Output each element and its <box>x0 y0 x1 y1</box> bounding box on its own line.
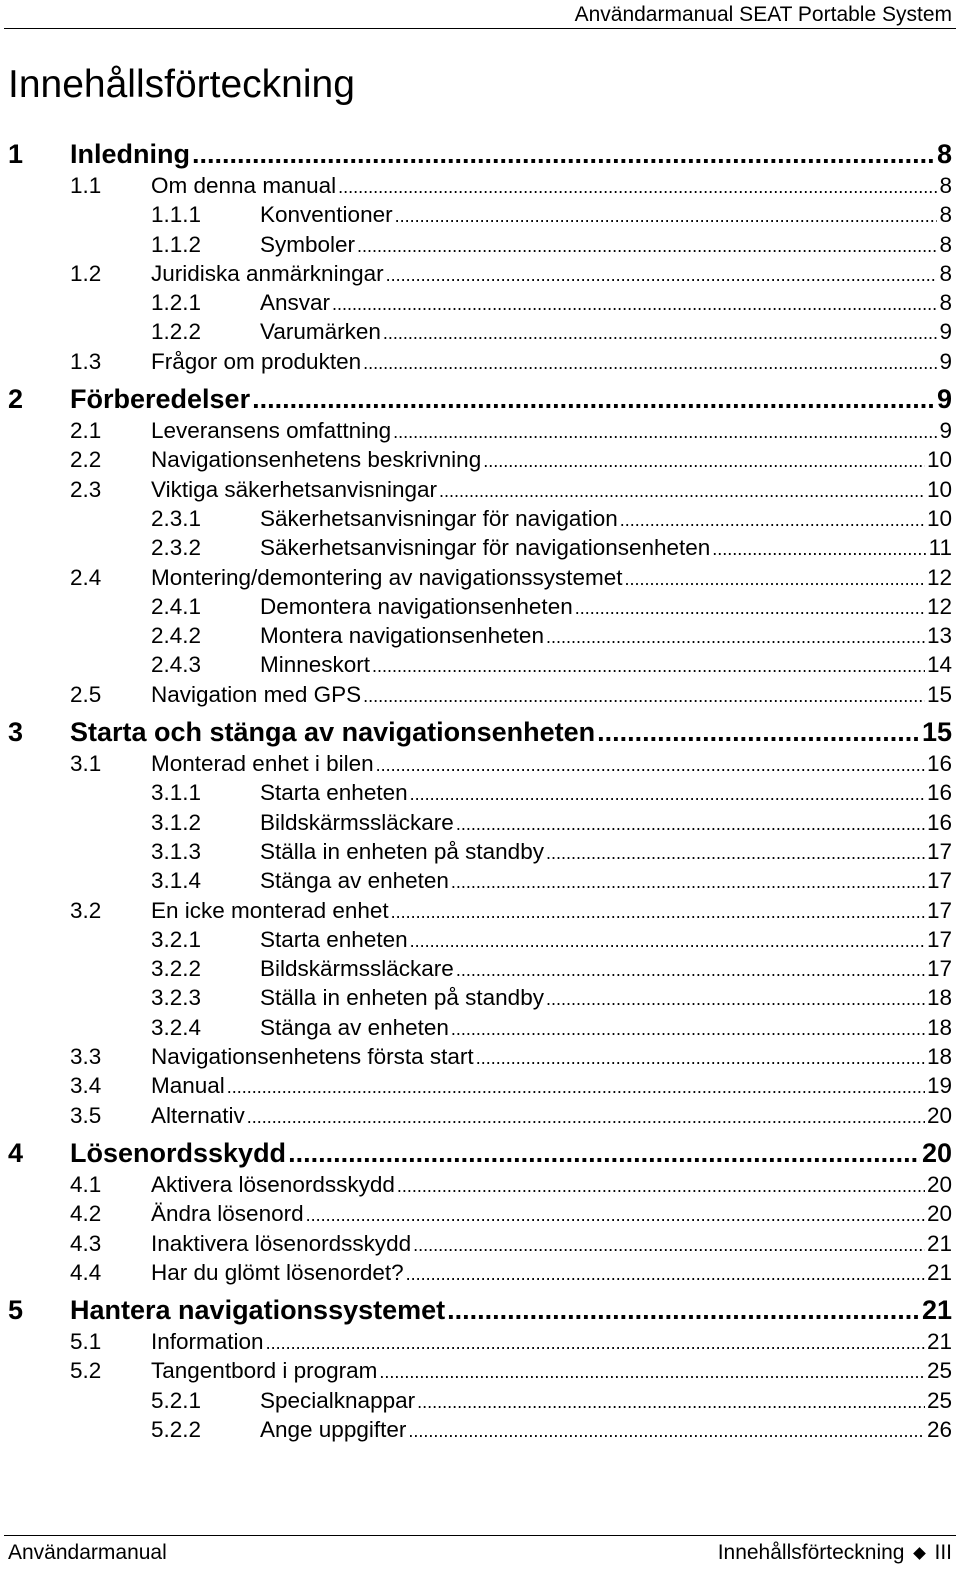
toc-entry-title: Starta enheten <box>260 780 408 806</box>
dot-leader <box>456 954 925 985</box>
toc-entry-number: 3.2.1 <box>151 926 202 952</box>
toc-entry[interactable] <box>8 563 952 592</box>
toc-entry-title: Navigationsenhetens första start <box>151 1044 474 1070</box>
toc-entry-page: 8 <box>936 139 952 169</box>
toc-entry-title: Demontera navigationsenheten <box>260 593 573 619</box>
toc-entry[interactable] <box>8 621 952 650</box>
toc-entry-title: Monterad enhet i bilen <box>151 751 374 777</box>
dot-leader <box>597 715 920 749</box>
dot-leader <box>476 1042 925 1073</box>
toc-entry-title: Om denna manual <box>151 173 337 198</box>
toc-entry[interactable] <box>8 200 952 229</box>
footer-section: Innehållsförteckning <box>717 1541 905 1564</box>
toc-entry-page: 11 <box>928 535 952 561</box>
table-of-contents <box>8 137 952 1444</box>
toc-entry-title: Frågor om produkten <box>151 348 362 374</box>
toc-entry-page: 8 <box>939 290 952 316</box>
running-header: Användarmanual SEAT Portable System <box>574 3 952 26</box>
toc-entry-number: 2.3 <box>70 476 102 502</box>
dot-leader <box>410 925 925 956</box>
toc-entry[interactable] <box>8 837 952 866</box>
dot-leader <box>376 749 925 780</box>
toc-entry[interactable] <box>8 650 952 679</box>
dot-leader <box>393 416 937 447</box>
toc-entry-number: 3.2.2 <box>151 956 202 982</box>
dot-leader <box>372 650 925 681</box>
toc-entry[interactable] <box>8 1170 952 1199</box>
toc-entry-title: Inledning <box>70 139 190 169</box>
toc-entry[interactable] <box>8 983 952 1012</box>
toc-entry-page: 12 <box>926 593 952 619</box>
toc-entry-number: 5 <box>8 1295 24 1326</box>
toc-entry-title: Varumärken <box>260 319 381 345</box>
toc-entry-page: 17 <box>926 956 952 982</box>
toc-entry-title: Starta och stänga av navigationsenheten <box>70 717 596 748</box>
toc-entry[interactable] <box>8 533 952 562</box>
toc-entry[interactable] <box>8 1327 952 1356</box>
toc-entry-title: Symboler <box>260 231 356 257</box>
toc-entry-title: Viktiga säkerhetsanvisningar <box>151 476 437 502</box>
toc-entry[interactable] <box>8 1258 952 1287</box>
toc-entry-title: Säkerhetsanvisningar för navigationsenheten <box>260 535 711 561</box>
toc-entry-number: 3.1 <box>70 751 102 777</box>
toc-entry-title: Ange uppgifter <box>260 1416 407 1442</box>
toc-entry-page: 9 <box>939 319 952 345</box>
toc-entry-number: 4.4 <box>70 1259 102 1285</box>
dot-leader <box>288 1136 920 1170</box>
toc-entry-title: Ställa in enheten på standby <box>260 838 544 864</box>
toc-entry[interactable] <box>8 896 952 925</box>
toc-entry-number: 3.3 <box>70 1044 102 1070</box>
dot-leader <box>456 808 925 839</box>
toc-entry-page: 20 <box>926 1102 952 1128</box>
toc-entry-title: Tangentbord i program <box>151 1358 378 1384</box>
toc-entry-title: Specialknappar <box>260 1387 416 1413</box>
toc-entry-title: Förberedelser <box>70 384 251 415</box>
toc-entry-page: 18 <box>926 1044 952 1070</box>
toc-entry-title: Leveransens omfattning <box>151 418 392 444</box>
dot-leader <box>332 288 937 319</box>
toc-entry-number: 1.3 <box>70 348 102 374</box>
toc-entry-number: 1.1 <box>70 173 102 198</box>
toc-entry[interactable] <box>8 954 952 983</box>
toc-entry[interactable] <box>8 382 952 416</box>
toc-entry-number: 2.1 <box>70 418 102 444</box>
footer-left: Användarmanual <box>8 1541 167 1564</box>
dot-leader <box>383 317 938 348</box>
toc-entry-page: 25 <box>926 1387 952 1413</box>
toc-entry-number: 4.3 <box>70 1230 102 1256</box>
dot-leader <box>406 1258 925 1289</box>
toc-entry-page: 21 <box>921 1295 952 1326</box>
toc-entry-title: Bildskärmssläckare <box>260 956 454 982</box>
dot-leader <box>363 347 937 378</box>
toc-entry-number: 2 <box>8 384 24 415</box>
toc-entry-title: Juridiska anmärkningar <box>151 260 384 286</box>
toc-entry-title: Navigation med GPS <box>151 681 362 707</box>
toc-entry-title: Ställa in enheten på standby <box>260 985 544 1011</box>
toc-entry-number: 3.2.3 <box>151 985 202 1011</box>
toc-entry-number: 3 <box>8 717 24 748</box>
toc-entry-number: 1.2.1 <box>151 290 202 316</box>
dot-leader <box>546 837 925 868</box>
toc-entry-number: 3.2.4 <box>151 1014 202 1040</box>
toc-entry-number: 2.4.3 <box>151 652 202 678</box>
toc-entry[interactable] <box>8 1415 952 1444</box>
toc-entry-title: Inaktivera lösenordsskydd <box>151 1230 412 1256</box>
toc-entry-title: Lösenordsskydd <box>70 1137 287 1168</box>
toc-entry-number: 4 <box>8 1137 24 1168</box>
toc-entry-title: Montering/demontering av navigationssystemet <box>151 564 623 590</box>
toc-entry[interactable] <box>8 1013 952 1042</box>
toc-entry-number: 1 <box>8 139 24 169</box>
dot-leader <box>625 563 925 594</box>
toc-entry-page: 8 <box>939 202 952 228</box>
toc-entry-title: Ändra lösenord <box>151 1201 304 1227</box>
dot-leader <box>306 1199 925 1230</box>
toc-entry-page: 17 <box>926 868 952 894</box>
toc-entry-number: 5.2 <box>70 1358 102 1384</box>
toc-entry-page: 8 <box>939 260 952 286</box>
toc-entry-number: 2.4.1 <box>151 593 202 619</box>
toc-entry-number: 1.2 <box>70 260 102 286</box>
toc-entry-number: 2.5 <box>70 681 102 707</box>
footer-rule <box>4 1535 956 1536</box>
dot-leader <box>712 533 926 564</box>
toc-entry-page: 19 <box>926 1073 952 1099</box>
toc-entry-page: 15 <box>921 717 952 748</box>
dot-leader <box>439 475 925 506</box>
toc-entry-page: 17 <box>926 926 952 952</box>
dot-leader <box>391 896 925 927</box>
toc-entry-page: 18 <box>926 1014 952 1040</box>
toc-entry-number: 1.2.2 <box>151 319 202 345</box>
toc-entry-page: 12 <box>926 564 952 590</box>
toc-entry-page: 17 <box>926 838 952 864</box>
toc-entry-number: 5.2.2 <box>151 1416 202 1442</box>
toc-entry[interactable] <box>8 137 952 171</box>
toc-entry[interactable] <box>8 715 952 749</box>
toc-entry[interactable] <box>8 230 952 259</box>
toc-entry[interactable] <box>8 1101 952 1130</box>
toc-entry-page: 16 <box>926 751 952 777</box>
toc-entry-number: 2.3.1 <box>151 505 202 531</box>
toc-entry-number: 4.2 <box>70 1201 102 1227</box>
dot-leader <box>546 621 925 652</box>
toc-entry-page: 8 <box>939 173 952 198</box>
toc-entry[interactable] <box>8 749 952 778</box>
toc-entry-number: 2.4 <box>70 564 102 590</box>
toc-entry-number: 5.1 <box>70 1329 102 1355</box>
toc-entry-number: 2.2 <box>70 447 102 473</box>
dot-leader <box>483 445 925 476</box>
dot-leader <box>408 1415 925 1446</box>
toc-entry[interactable] <box>8 445 952 474</box>
dot-leader <box>451 1013 925 1044</box>
dot-leader <box>386 259 938 290</box>
toc-entry-page: 9 <box>936 384 952 415</box>
toc-entry-page: 16 <box>926 780 952 806</box>
dot-leader <box>266 1327 925 1358</box>
toc-entry-number: 3.4 <box>70 1073 102 1099</box>
toc-entry[interactable] <box>8 1229 952 1258</box>
toc-entry[interactable] <box>8 778 952 807</box>
toc-entry-title: Konventioner <box>260 202 393 228</box>
dot-leader <box>397 1170 925 1201</box>
toc-entry-title: Säkerhetsanvisningar för navigation <box>260 505 618 531</box>
toc-entry-page: 9 <box>939 418 952 444</box>
dot-leader <box>447 1293 920 1327</box>
toc-entry-page: 16 <box>926 809 952 835</box>
toc-entry-title: En icke monterad enhet <box>151 897 389 923</box>
toc-entry[interactable] <box>8 925 952 954</box>
toc-entry-page: 20 <box>926 1201 952 1227</box>
toc-entry-page: 21 <box>926 1329 952 1355</box>
toc-entry[interactable] <box>8 317 952 346</box>
dot-leader <box>363 680 925 711</box>
toc-entry-title: Starta enheten <box>260 926 408 952</box>
toc-entry-page: 10 <box>926 476 952 502</box>
toc-entry-page: 21 <box>926 1230 952 1256</box>
toc-entry-title: Stänga av enheten <box>260 868 449 894</box>
toc-entry-number: 2.3.2 <box>151 535 202 561</box>
dot-leader <box>379 1356 925 1387</box>
toc-entry[interactable] <box>8 1071 952 1100</box>
toc-entry[interactable] <box>8 259 952 288</box>
toc-entry-page: 18 <box>926 985 952 1011</box>
toc-entry-number: 3.1.3 <box>151 838 202 864</box>
toc-entry-number: 3.1.2 <box>151 809 202 835</box>
toc-entry-title: Manual <box>151 1073 225 1099</box>
toc-entry-page: 10 <box>926 505 952 531</box>
toc-entry-page: 20 <box>921 1137 952 1168</box>
toc-entry-number: 3.1.1 <box>151 780 202 806</box>
toc-entry[interactable] <box>8 475 952 504</box>
toc-entry-title: Ansvar <box>260 290 331 316</box>
toc-entry-title: Montera navigationsenheten <box>260 623 544 649</box>
footer-page-number: III <box>934 1541 952 1564</box>
dot-leader <box>252 382 935 416</box>
toc-entry-number: 3.2 <box>70 897 102 923</box>
toc-entry-number: 3.5 <box>70 1102 102 1128</box>
dot-leader <box>227 1071 925 1102</box>
toc-entry[interactable] <box>8 1042 952 1071</box>
toc-entry-number: 1.1.1 <box>151 202 202 228</box>
toc-entry[interactable] <box>8 1199 952 1228</box>
toc-entry-number: 1.1.2 <box>151 231 202 257</box>
dot-leader <box>413 1229 925 1260</box>
toc-entry[interactable] <box>8 347 952 376</box>
dot-leader <box>357 230 937 261</box>
toc-entry-page: 9 <box>939 348 952 374</box>
toc-entry-title: Hantera navigationssystemet <box>70 1295 446 1326</box>
toc-entry-page: 20 <box>926 1171 952 1197</box>
toc-entry[interactable] <box>8 680 952 709</box>
dot-leader <box>417 1386 925 1417</box>
toc-entry-page: 25 <box>926 1358 952 1384</box>
dot-leader <box>247 1101 925 1132</box>
toc-entry-page: 15 <box>926 681 952 707</box>
toc-entry-number: 5.2.1 <box>151 1387 202 1413</box>
toc-entry[interactable] <box>8 1136 952 1170</box>
toc-entry-page: 17 <box>926 897 952 923</box>
dot-leader <box>338 171 937 202</box>
toc-entry[interactable] <box>8 416 952 445</box>
toc-entry-page: 14 <box>926 652 952 678</box>
dot-leader <box>192 137 935 171</box>
page-title: Innehållsförteckning <box>8 63 355 106</box>
toc-entry[interactable] <box>8 288 952 317</box>
toc-entry[interactable] <box>8 1356 952 1385</box>
header-rule <box>4 28 956 29</box>
dot-leader <box>451 866 925 897</box>
dot-leader <box>620 504 925 535</box>
toc-entry[interactable] <box>8 866 952 895</box>
dot-leader <box>546 983 925 1014</box>
toc-entry[interactable] <box>8 1386 952 1415</box>
toc-entry[interactable] <box>8 1293 952 1327</box>
dot-leader <box>410 778 925 809</box>
toc-entry-title: Information <box>151 1329 264 1355</box>
toc-entry-title: Navigationsenhetens beskrivning <box>151 447 482 473</box>
toc-entry-page: 8 <box>939 231 952 257</box>
toc-entry-title: Har du glömt lösenordet? <box>151 1259 404 1285</box>
dot-leader <box>575 592 925 623</box>
toc-entry-page: 21 <box>926 1259 952 1285</box>
toc-entry[interactable] <box>8 808 952 837</box>
toc-entry-title: Aktivera lösenordsskydd <box>151 1171 395 1197</box>
toc-entry-page: 26 <box>926 1416 952 1442</box>
dot-leader <box>395 200 938 231</box>
footer-right <box>718 1540 952 1566</box>
toc-entry-title: Minneskort <box>260 652 371 678</box>
toc-entry-number: 4.1 <box>70 1171 102 1197</box>
toc-entry-page: 10 <box>926 447 952 473</box>
toc-entry[interactable] <box>8 171 952 200</box>
toc-entry-number: 3.1.4 <box>151 868 202 894</box>
toc-entry-page: 13 <box>926 623 952 649</box>
toc-entry-number: 2.4.2 <box>151 623 202 649</box>
toc-entry-title: Bildskärmssläckare <box>260 809 454 835</box>
toc-entry[interactable] <box>8 504 952 533</box>
toc-entry-title: Stänga av enheten <box>260 1014 449 1040</box>
toc-entry[interactable] <box>8 592 952 621</box>
diamond-icon <box>914 1547 927 1560</box>
toc-entry-title: Alternativ <box>151 1102 245 1128</box>
